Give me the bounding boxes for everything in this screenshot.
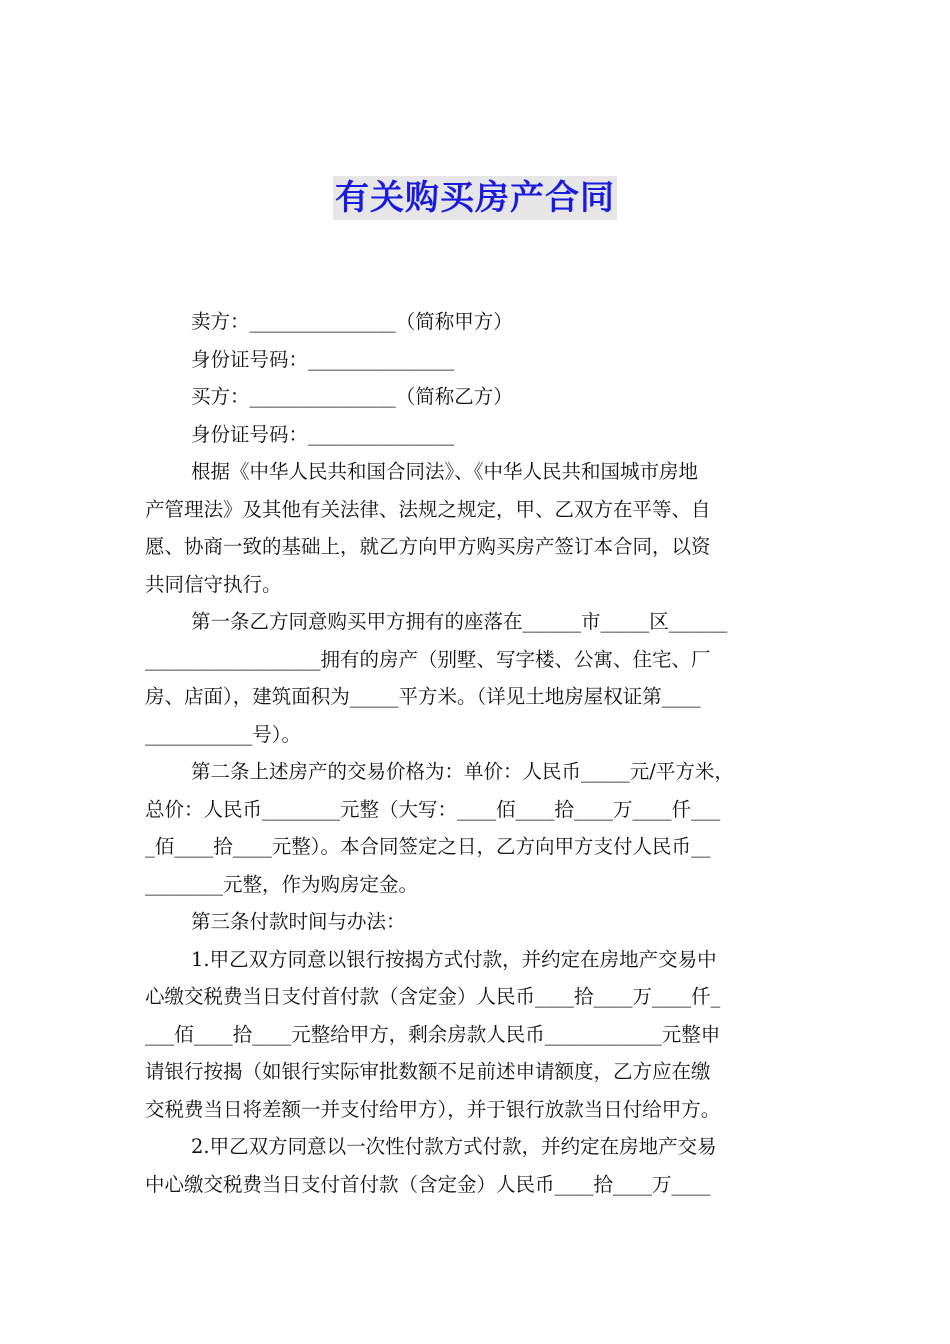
article-2-line: _佰____拾____元整）。本合同签定之日，乙方向甲方支付人民币__ [145, 835, 711, 858]
buyer-id-line: 身份证号码：_______________ [191, 422, 455, 446]
clause-1-line: 请银行按揭（如银行实际审批数额不足前述申请额度，乙方应在缴 [145, 1060, 711, 1083]
article-1-line: 房、店面），建筑面积为_____平方米。（详见土地房屋权证第____ [145, 685, 701, 708]
clause-1-line: 1.甲乙双方同意以银行按揭方式付款，并约定在房地产交易中 [191, 947, 717, 971]
buyer-line: 买方：_______________（简称乙方） [191, 385, 513, 408]
document-title: 有关购买房产合同 [335, 178, 615, 218]
preamble-line: 根据《中华人民共和国合同法》、《中华人民共和国城市房地 [191, 460, 699, 483]
clause-1-line: 心缴交税费当日支付首付款（含定金）人民币____拾____万____仟_ [145, 985, 721, 1008]
clause-1-line: 交税费当日将差额一并支付给甲方），并于银行放款当日付给甲方。 [145, 1097, 721, 1121]
preamble-line: 共同信守执行。 [145, 572, 282, 596]
seller-id-line: 身份证号码：_______________ [191, 347, 455, 371]
article-1-line: ___________号）。 [145, 722, 302, 746]
title-area [0, 176, 950, 220]
preamble-line: 产管理法》及其他有关法律、法规之规定，甲、乙双方在平等、自 [145, 497, 711, 521]
article-2-line: ________元整，作为购房定金。 [145, 872, 419, 896]
seller-line: 卖方：_______________（简称甲方） [191, 310, 513, 333]
article-1-line: __________________拥有的房产（别墅、写字楼、公寓、住宅、厂 [145, 647, 711, 671]
clause-1-line: ___佰____拾____元整给甲方，剩余房款人民币____________元整申 [145, 1022, 721, 1046]
article-2-line: 第二条上述房产的交易价格为：单价：人民币_____元/平方米， [191, 760, 734, 783]
clause-2-line: 2.甲乙双方同意以一次性付款方式付款，并约定在房地产交易 [191, 1135, 717, 1158]
article-3-heading: 第三条付款时间与办法： [191, 910, 406, 933]
preamble-line: 愿、协商一致的基础上，就乙方向甲方购买房产签订本合同，以资 [145, 535, 711, 558]
clause-2-line: 中心缴交税费当日支付首付款（含定金）人民币____拾____万____ [145, 1172, 711, 1196]
article-1-line: 第一条乙方同意购买甲方拥有的座落在______市_____区______ [191, 610, 728, 633]
contract-body [145, 303, 810, 1203]
article-2-line: 总价：人民币________元整（大写：____佰____拾____万____仟___ [145, 797, 721, 821]
